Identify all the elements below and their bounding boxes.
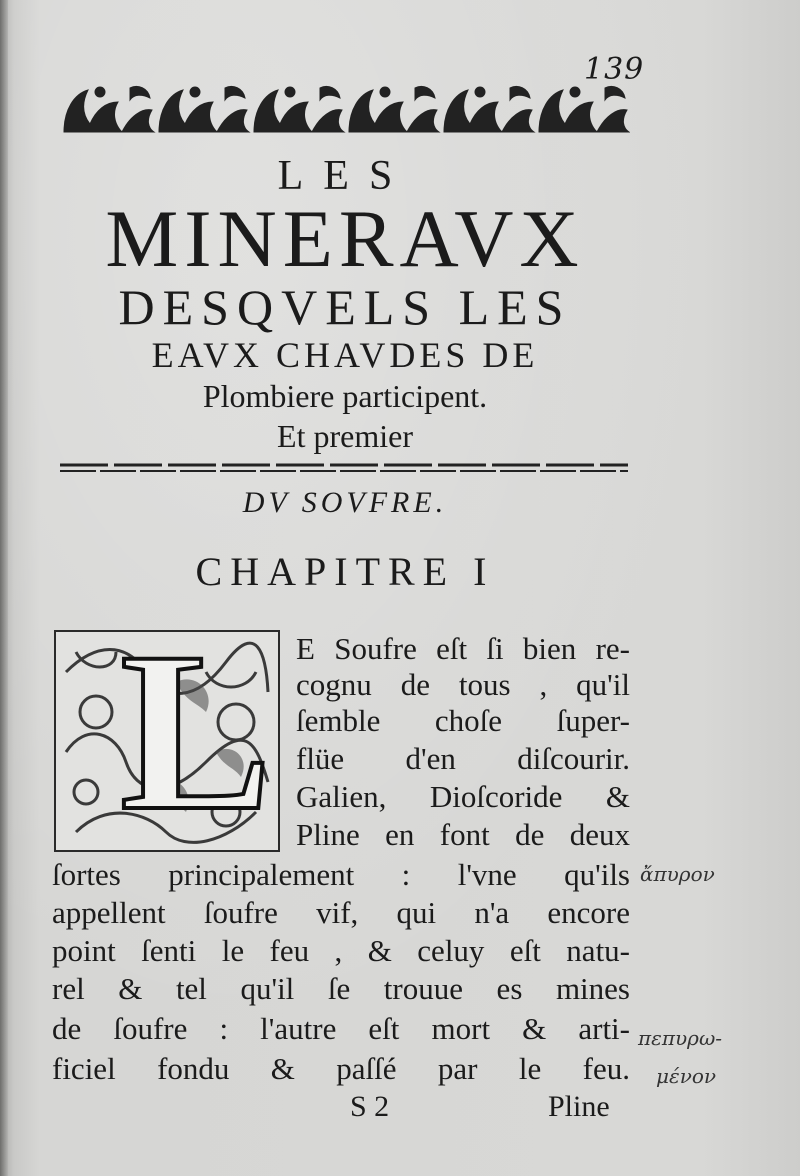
paragraph-line-4: flüe d'en diſcourir.: [296, 741, 630, 776]
paragraph-line-5: Galien, Dioſcoride &: [296, 779, 630, 814]
paragraph-line-12: ficiel fondu & paſſé par le feu.: [52, 1051, 630, 1086]
dashed-rule: [60, 460, 628, 476]
title-line-premier: Et premier: [277, 418, 413, 454]
section-subtitle: DV SOVFRE.: [242, 486, 448, 519]
margin-note-pepyromenon-2: μένον: [656, 1064, 717, 1088]
decorated-initial: [54, 606, 280, 858]
paragraph-line-8: appellent ſoufre vif, qui n'a encore: [52, 895, 630, 930]
paragraph-line-6: Pline en font de deux: [296, 817, 630, 852]
drop-cap-letter: L: [120, 606, 273, 858]
title-line-les: LES: [277, 153, 413, 199]
paragraph-line-1: E Soufre eſt ſi bien re-: [296, 631, 630, 666]
paragraph-line-3: ſemble choſe ſuper-: [296, 703, 630, 738]
page-number: 139: [584, 52, 645, 87]
margin-note-pepyromenon-1: πεπυρω-: [638, 1026, 723, 1050]
headpiece-ornament: [60, 80, 630, 136]
signature-mark: S 2: [350, 1090, 390, 1123]
title-line-mineraux: MINERAVX: [105, 193, 585, 284]
paragraph-line-9: point ſenti le feu , & celuy eſt natu-: [52, 933, 630, 968]
paragraph-line-2: cognu de tous , qu'il: [296, 667, 630, 702]
paragraph-line-11: de ſoufre : l'autre eſt mort & arti-: [52, 1011, 630, 1046]
chapter-heading: CHAPITRE I: [195, 549, 495, 594]
paragraph-line-10: rel & tel qu'il ſe trouue es mines: [52, 971, 630, 1006]
title-line-plombiere: Plombiere participent.: [202, 378, 488, 414]
margin-note-apyron: ἄπυρον: [640, 862, 715, 886]
paragraph-line-7: ſortes principalement : l'vne qu'ils: [52, 857, 630, 892]
title-line-desquels: DESQVELS LES: [118, 279, 572, 335]
catchword: Pline: [548, 1090, 610, 1123]
title-line-eaux: EAVX CHAVDES DE: [151, 335, 539, 375]
